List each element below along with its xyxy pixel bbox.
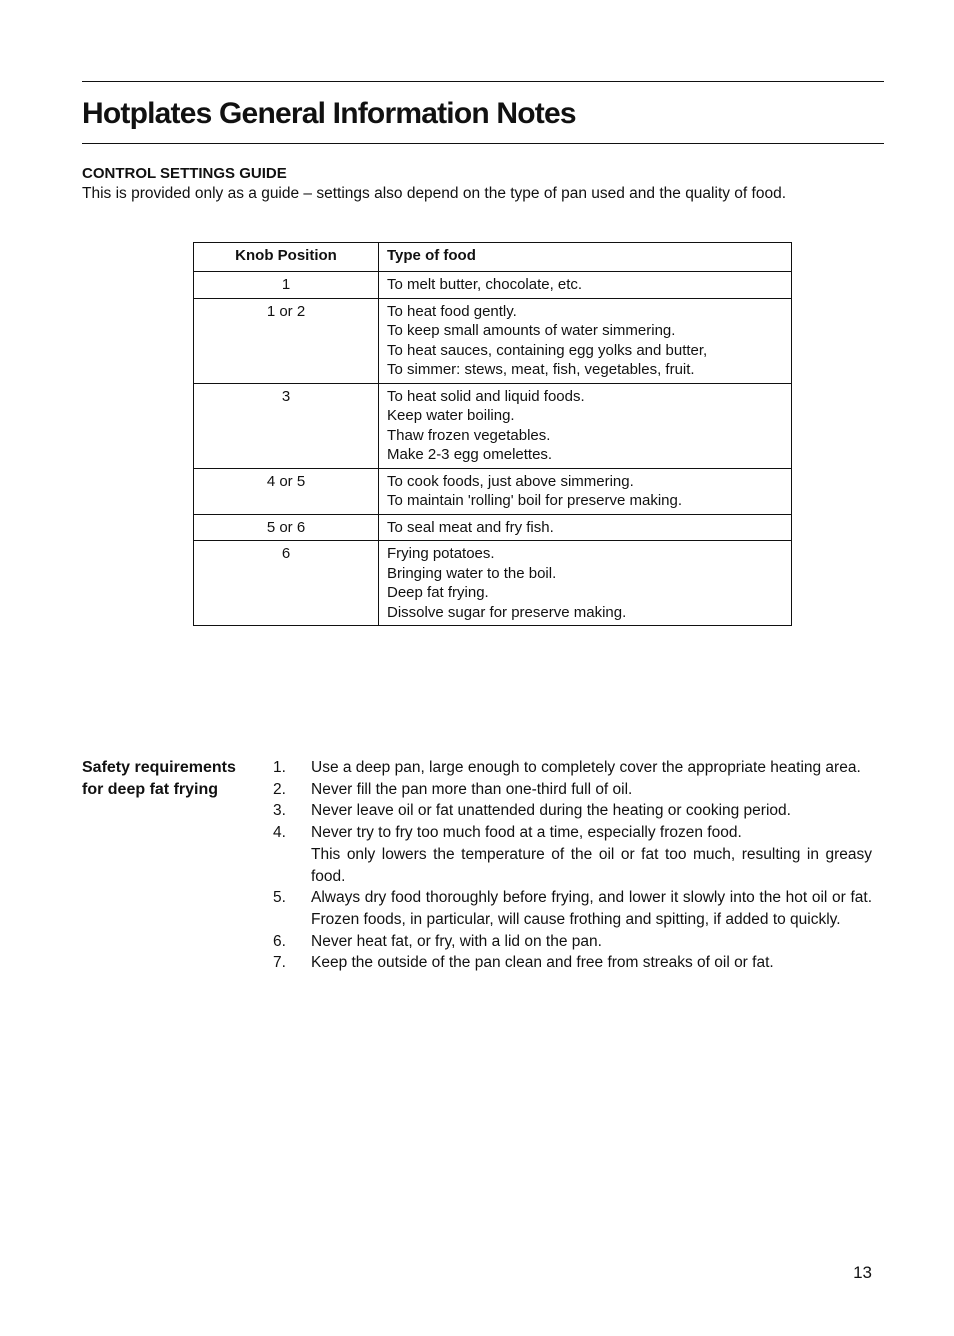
safety-item-text: Use a deep pan, large enough to completely cover the appropriate heating area. (311, 759, 861, 776)
food-line: To simmer: stews, meat, fish, vegetables, fruit. (387, 361, 695, 378)
safety-item (270, 887, 872, 930)
food-line: Deep fat frying. (387, 584, 489, 601)
safety-item-number: 4. (273, 824, 286, 842)
food-line: Dissolve sugar for preserve making. (387, 603, 627, 621)
knob-position-header: Knob Position (194, 243, 379, 272)
knob-position-cell: 4 or 5 (194, 468, 379, 514)
table-row (194, 468, 792, 514)
safety-list (270, 757, 872, 974)
safety-item (270, 952, 872, 974)
food-line: To cook foods, just above simmering. (387, 472, 634, 490)
food-line: To seal meat and fry fish. (387, 518, 554, 536)
safety-item-text: This only lowers the temperature of the oil or fat too much, resulting in greasy food. (311, 845, 872, 885)
page-number: 13 (853, 1263, 872, 1282)
table-body (194, 272, 792, 626)
safety-item-number: 7. (273, 954, 286, 972)
safety-item (270, 757, 872, 779)
safety-item (270, 931, 872, 953)
food-line: To heat food gently. (387, 302, 517, 320)
knob-position-cell: 3 (194, 383, 379, 468)
top-rule (82, 81, 884, 82)
food-line: To heat sauces, containing egg yolks and butter, (387, 341, 708, 359)
control-settings-intro: This is provided only as a guide – settings also depend on the type of pan used and the quality of food. (82, 185, 787, 202)
table-row (194, 541, 792, 626)
table-row (194, 298, 792, 383)
table-row (194, 272, 792, 299)
food-line: To melt butter, chocolate, etc. (387, 276, 583, 293)
safety-heading: Safety requirements for deep fat frying (82, 759, 236, 798)
type-of-food-cell (379, 468, 792, 514)
safety-item-number: 2. (273, 780, 286, 798)
type-of-food-cell (379, 514, 792, 541)
safety-item-text: Always dry food thoroughly before frying, and lower it slowly into the hot oil or fat. Frozen foods, in particular, will cause frothing and spitting, if added to quickly. (311, 889, 872, 928)
food-line: To heat solid and liquid foods. (387, 387, 585, 405)
safety-item-text: Keep the outside of the pan clean and free from streaks of oil or fat. (311, 954, 774, 972)
safety-item (270, 822, 872, 887)
safety-item-text: Never try to fry too much food at a time, especially frozen food. (311, 824, 742, 842)
control-settings-heading: CONTROL SETTINGS GUIDE (82, 165, 287, 182)
food-line: Keep water boiling. (387, 407, 515, 424)
knob-position-cell: 5 or 6 (194, 514, 379, 541)
knob-position-cell: 6 (194, 541, 379, 626)
table-header-row (194, 243, 792, 272)
safety-item-number: 1. (273, 759, 286, 776)
type-of-food-cell (379, 298, 792, 383)
food-line: Frying potatoes. (387, 545, 495, 562)
safety-item-number: 3. (273, 802, 286, 820)
type-of-food-cell (379, 383, 792, 468)
safety-item-number: 6. (273, 932, 286, 950)
safety-item (270, 779, 872, 801)
page-title: Hotplates General Information Notes (82, 97, 576, 130)
type-of-food-header: Type of food (379, 243, 792, 272)
safety-item-text: Never heat fat, or fry, with a lid on the pan. (311, 932, 602, 950)
food-line: To maintain 'rolling' boil for preserve making. (387, 492, 683, 509)
safety-item-text: Never fill the pan more than one-third full of oil. (311, 780, 633, 798)
knob-position-cell: 1 or 2 (194, 298, 379, 383)
table-row (194, 383, 792, 468)
knob-position-cell: 1 (194, 272, 379, 299)
type-of-food-cell (379, 272, 792, 299)
type-of-food-cell (379, 541, 792, 626)
food-line: Thaw frozen vegetables. (387, 426, 551, 444)
control-settings-table (193, 242, 792, 626)
food-line: To keep small amounts of water simmering. (387, 322, 676, 339)
safety-item (270, 800, 872, 822)
title-underline-rule (82, 143, 884, 144)
food-line: Make 2-3 egg omelettes. (387, 446, 553, 463)
safety-item-text: Never leave oil or fat unattended during the heating or cooking period. (311, 802, 791, 820)
table-row (194, 514, 792, 541)
food-line: Bringing water to the boil. (387, 564, 557, 582)
safety-item-number: 5. (273, 889, 286, 907)
